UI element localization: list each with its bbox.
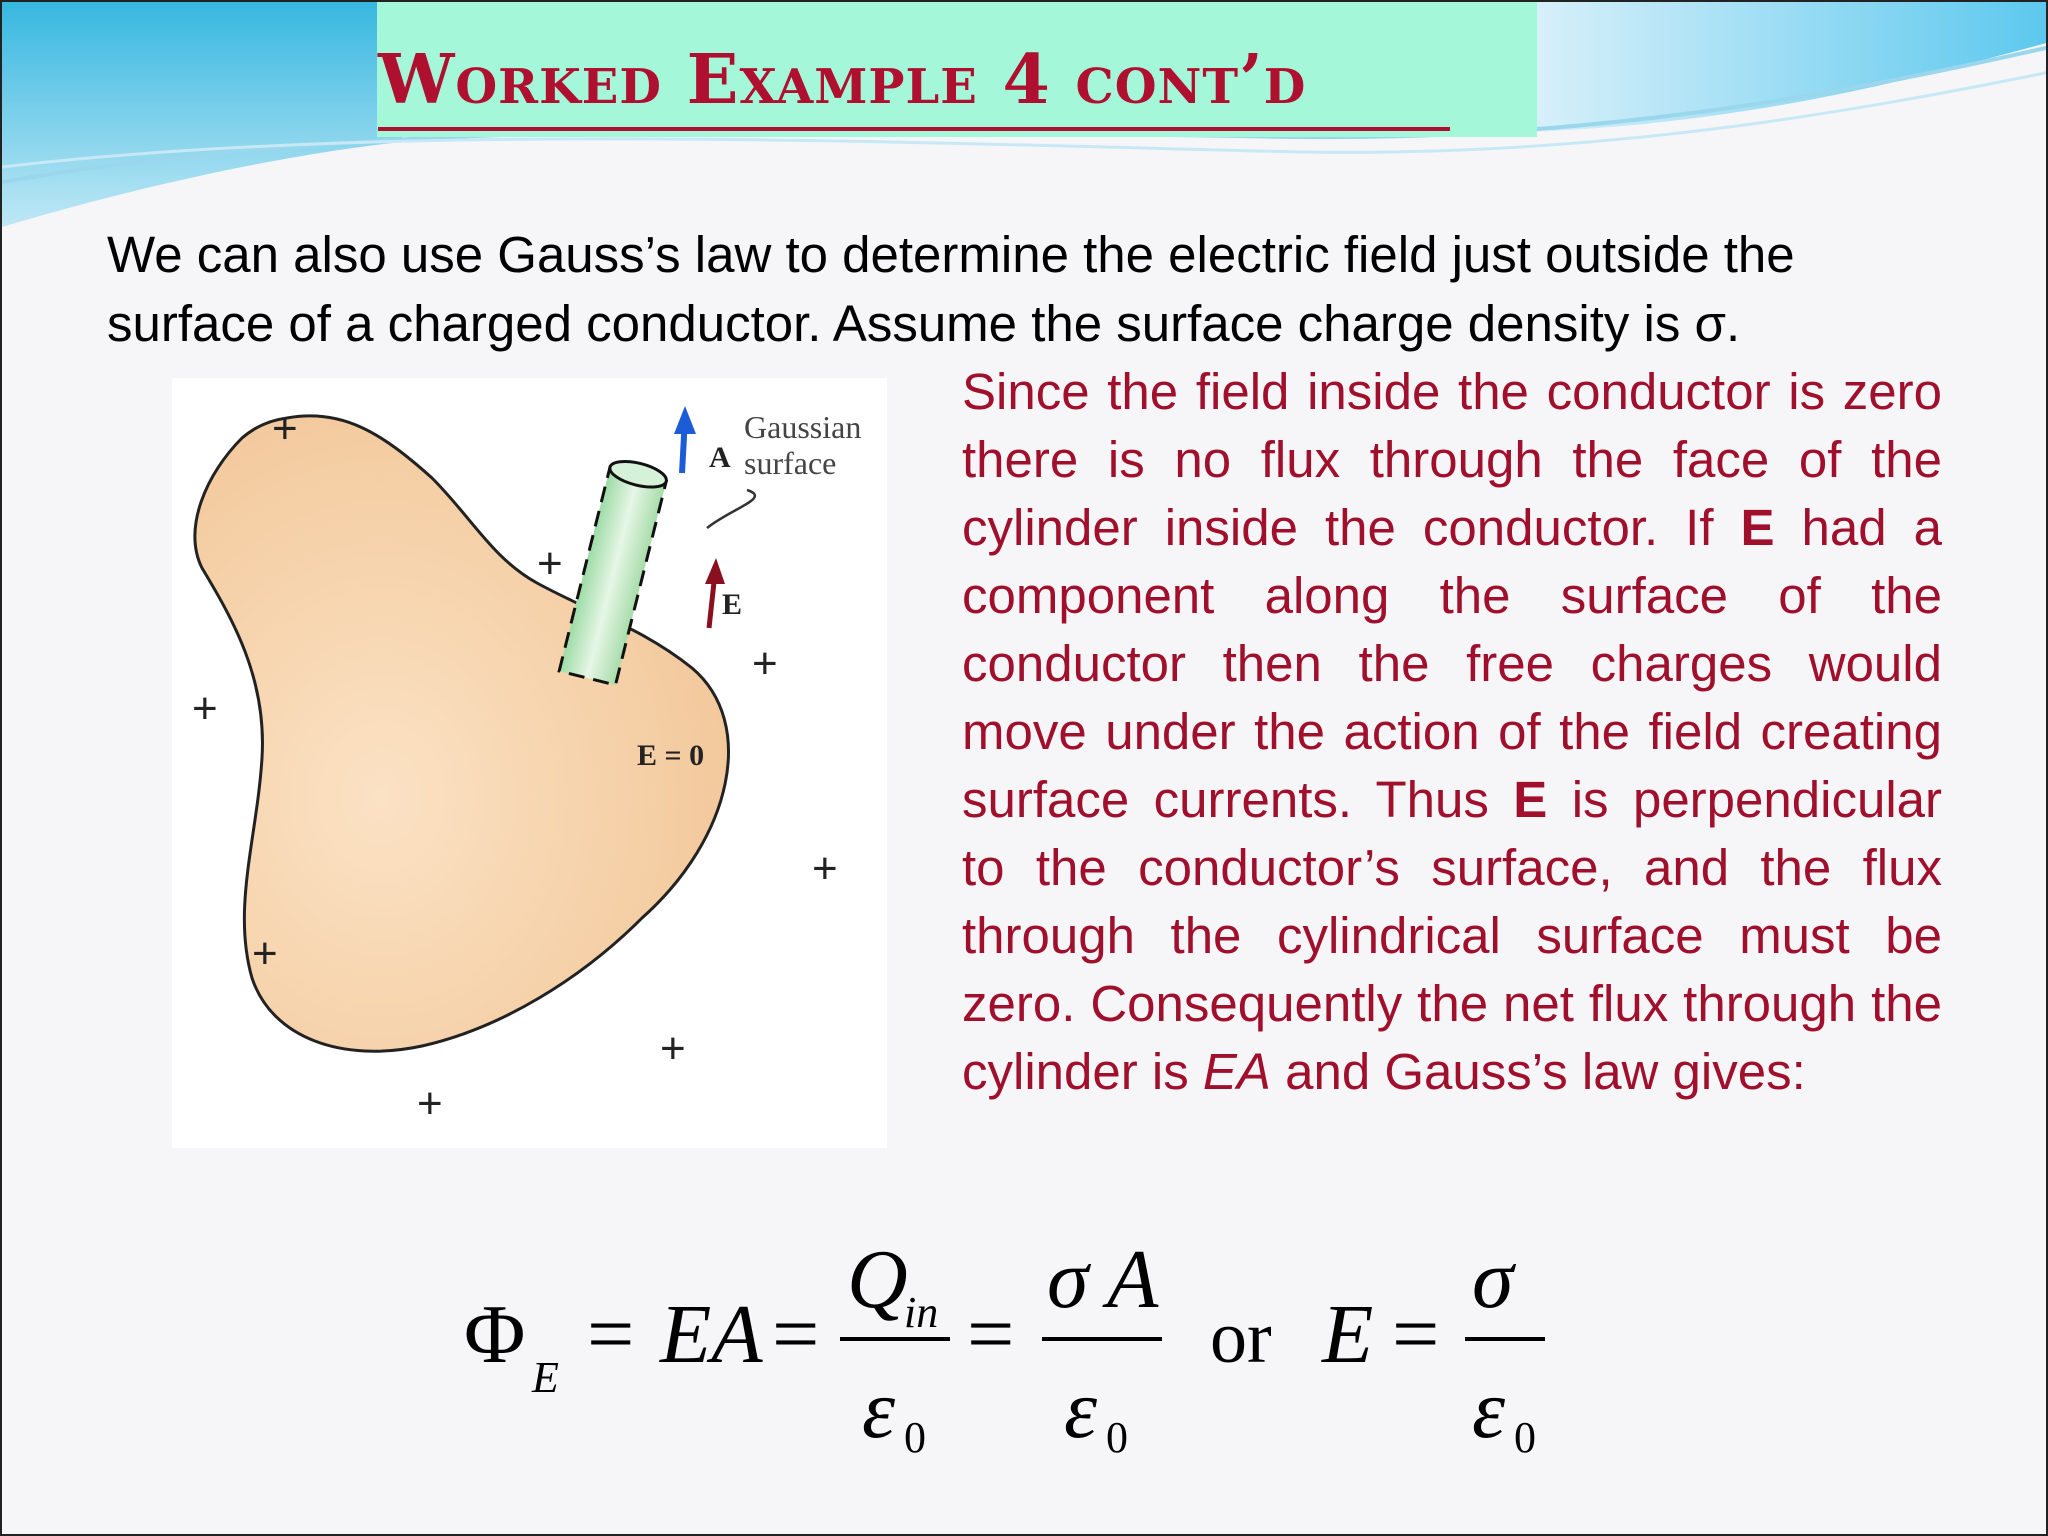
eq-Q: Q	[847, 1233, 908, 1326]
plus-charge: +	[812, 844, 838, 893]
plus-charge: +	[272, 404, 298, 453]
conductor-diagram	[172, 378, 887, 1148]
explanation-text-1: Since the field inside the conductor is zero there is no flux through the face of the cylinder inside the conductor. If	[962, 363, 1942, 556]
label-surface: surface	[744, 445, 837, 481]
plus-charge: +	[752, 639, 778, 688]
explanation-text-3: is perpendicular to the conductor’s surface, and the flux through the cylindrical surface must be zero. Consequently the net flux through the cylinder is	[962, 771, 1942, 1100]
eq-EA: EA	[660, 1288, 763, 1381]
eq-epsilon-subscript: 0	[904, 1413, 926, 1462]
label-A: A	[709, 441, 731, 474]
label-gaussian: Gaussian	[744, 409, 862, 445]
plus-charge: +	[192, 684, 218, 733]
eq-phi: Φ	[464, 1288, 526, 1381]
label-E-zero: E = 0	[637, 739, 705, 772]
eq-Q-subscript: in	[904, 1288, 939, 1337]
eq-E: E	[1322, 1288, 1374, 1381]
gauss-law-equation	[442, 1217, 1592, 1467]
intro-paragraph: We can also use Gauss’s law to determine the electric field just outside the surface of a charged conductor. Assume the surface charge density is σ.	[107, 226, 1795, 352]
eq-epsilon-subscript: 0	[1514, 1413, 1536, 1462]
eq-sigma: σ	[1047, 1233, 1089, 1326]
explanation-E-2: E	[1513, 771, 1548, 828]
explanation-text-2: had a component along the surface of the conductor then the free charges would move under the action of the field creating surface currents. Thus	[962, 499, 1943, 828]
eq-epsilon: ε	[1064, 1363, 1098, 1456]
eq-equals: =	[1392, 1288, 1440, 1381]
explanation-EA: EA	[1202, 1043, 1271, 1100]
eq-epsilon: ε	[1472, 1363, 1506, 1456]
eq-equals: =	[967, 1288, 1015, 1381]
eq-A: A	[1107, 1233, 1159, 1326]
plus-charge: +	[660, 1024, 686, 1073]
explanation-text-4: and Gauss’s law gives:	[1270, 1043, 1806, 1100]
eq-phi-subscript: E	[532, 1353, 559, 1402]
eq-epsilon-subscript: 0	[1106, 1413, 1128, 1462]
field-vector-arrowhead	[705, 558, 725, 584]
gaussian-label-leader	[707, 490, 755, 528]
eq-equals: =	[772, 1288, 820, 1381]
explanation-paragraph	[962, 358, 1942, 1106]
plus-charge: +	[537, 539, 563, 588]
eq-equals: =	[587, 1288, 635, 1381]
title-underline	[378, 127, 1450, 131]
eq-epsilon: ε	[862, 1363, 896, 1456]
label-E: E	[722, 588, 743, 621]
conductor-figure	[172, 378, 887, 1148]
eq-sigma: σ	[1472, 1233, 1514, 1326]
area-vector-arrowhead	[674, 406, 696, 434]
plus-charge: +	[417, 1079, 443, 1128]
slide-title: Worked Example 4 cont’d	[378, 40, 1307, 120]
eq-or: or	[1210, 1297, 1272, 1379]
explanation-E-1: E	[1740, 499, 1775, 556]
plus-charge: +	[252, 929, 278, 978]
